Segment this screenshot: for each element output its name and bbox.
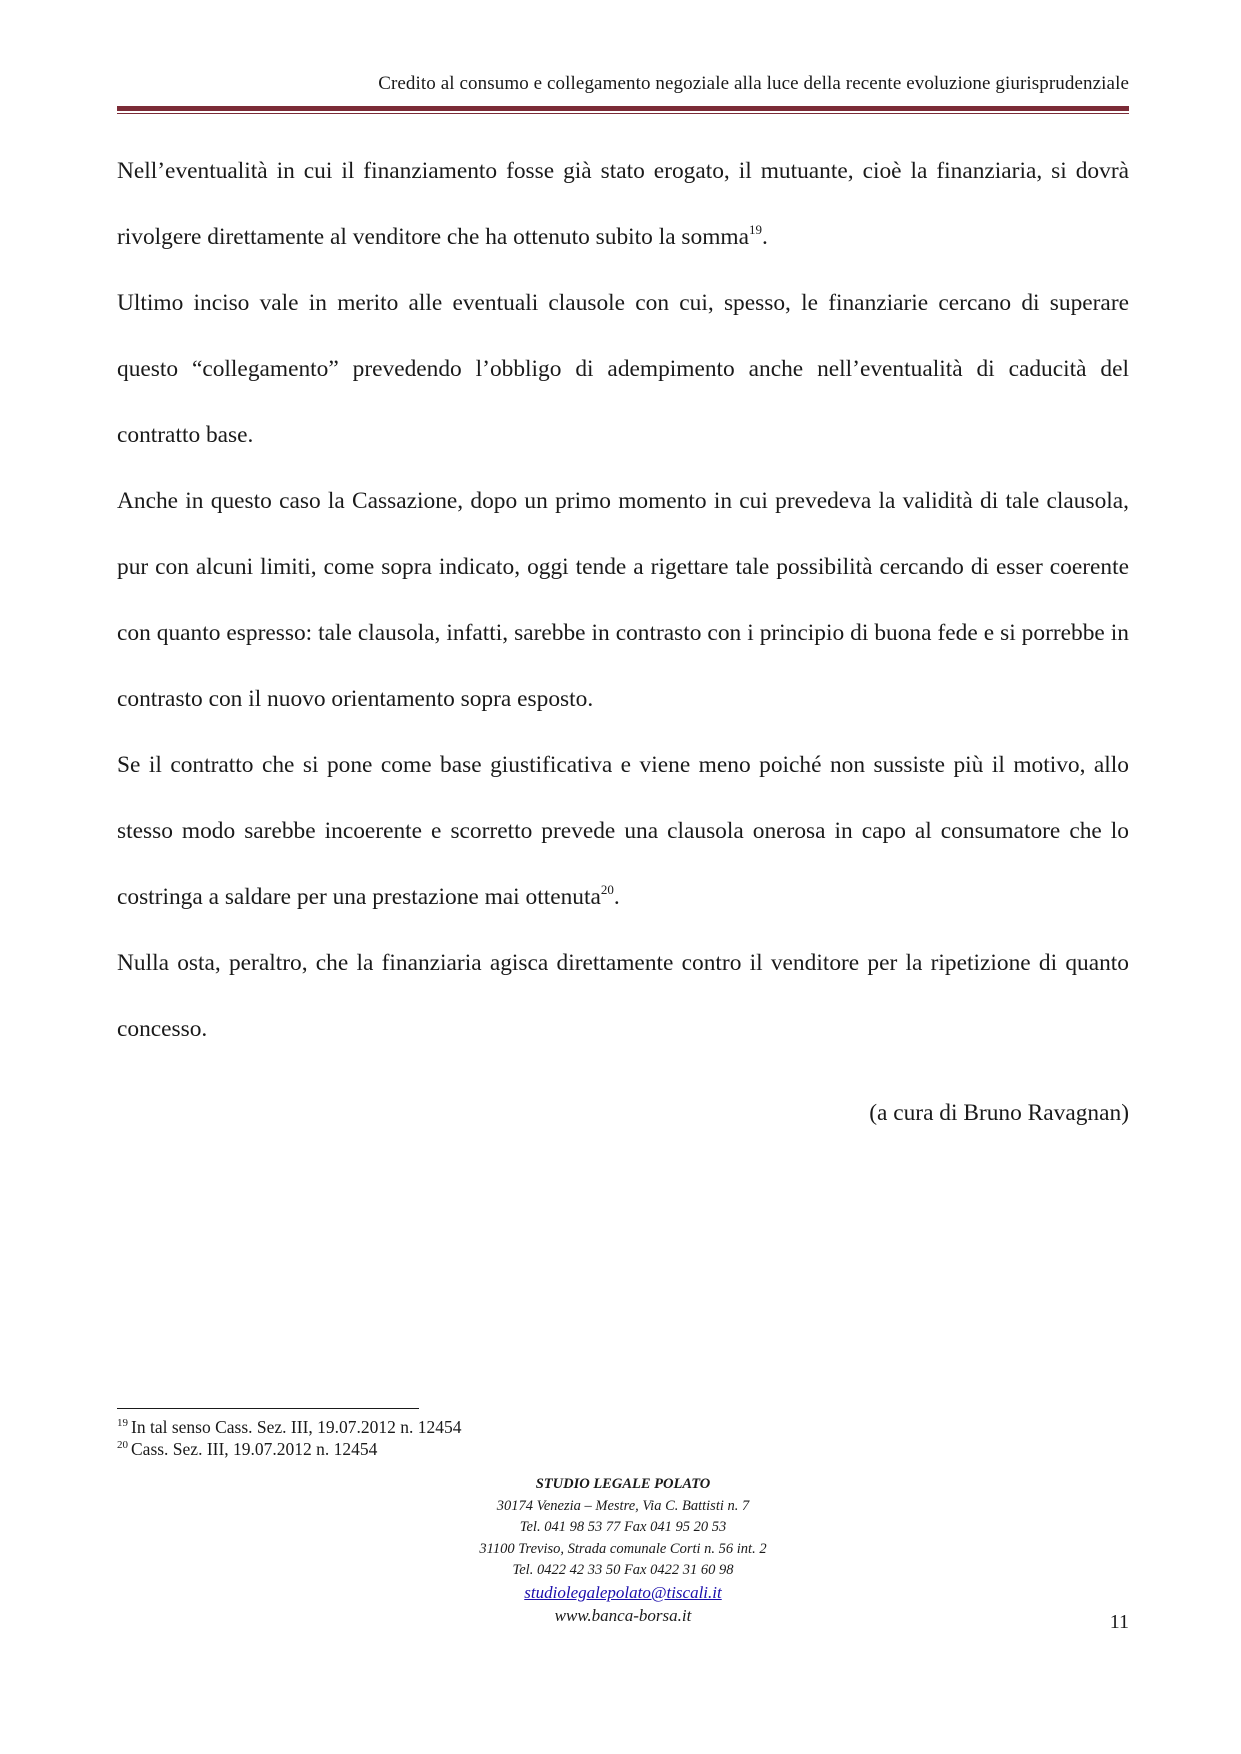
- paragraph-4-text: Se il contratto che si pone come base giustificativa e viene meno poiché non sussiste più il motivo, allo stesso modo sarebbe incoerente e scorretto prevede una clausola onerosa in capo al consumatore che lo costringa a saldare per una prestazione mai ottenuta: [117, 752, 1129, 910]
- footer-website: www.banca-borsa.it: [554, 1606, 692, 1625]
- footer-firm-name: STUDIO LEGALE POLATO: [535, 1476, 711, 1492]
- footnotes: [117, 1416, 1129, 1460]
- paragraph-1-text: Nell’eventualità in cui il finanziamento fosse già stato erogato, il mutuante, cioè la finanziaria, si dovrà rivolgere direttamente al venditore che ha ottenuto subito la somma: [117, 158, 1129, 250]
- paragraph-1-end: .: [762, 224, 768, 250]
- footer-phone-treviso: Tel. 0422 42 33 50 Fax 0422 31 60 98: [512, 1562, 734, 1578]
- footnote-20: [117, 1438, 1129, 1460]
- header-divider-thin: [117, 113, 1129, 114]
- footnote-text: Cass. Sez. III, 19.07.2012 n. 12454: [131, 1439, 378, 1459]
- paragraph-4: [117, 732, 1129, 930]
- footnote-number: 20: [117, 1439, 128, 1452]
- body-text: [117, 138, 1129, 1062]
- paragraph-1: [117, 138, 1129, 270]
- footnote-ref-20[interactable]: 20: [600, 882, 614, 898]
- author-signature: (a cura di Bruno Ravagnan): [869, 1100, 1129, 1126]
- paragraph-4-end: .: [613, 884, 620, 910]
- footnote-text: In tal senso Cass. Sez. III, 19.07.2012 n. 12454: [131, 1417, 462, 1437]
- page-number: 11: [1109, 1611, 1129, 1633]
- running-header-title: Credito al consumo e collegamento negoziale alla luce della recente evoluzione giurisprudenziale: [378, 73, 1129, 94]
- paragraph-3: Anche in questo caso la Cassazione, dopo un primo momento in cui prevedeva la validità di tale clausola, pur con alcuni limiti, come sopra indicato, oggi tende a rigettare tale possibilità cercando di esser coerente con quanto espresso: tale clausola, infatti, sarebbe in contrasto con i principio di buona fede e si porrebbe in contrasto con il nuovo orientamento sopra esposto.: [117, 488, 1129, 712]
- paragraph-2: Ultimo inciso vale in merito alle eventuali clausole con cui, spesso, le finanziarie cercano di superare questo “collegamento” prevedendo l’obbligo di adempimento anche nell’eventualità di caducità del contratto base.: [117, 290, 1129, 448]
- footer-address-venezia: 30174 Venezia – Mestre, Via C. Battisti n. 7: [496, 1497, 750, 1514]
- header-divider-thick: [117, 106, 1129, 111]
- paragraph-5: Nulla osta, peraltro, che la finanziaria agisca direttamente contro il venditore per la ripetizione di quanto concesso.: [117, 950, 1129, 1042]
- footnote-19: [117, 1416, 1129, 1438]
- footnote-ref-19[interactable]: 19: [749, 222, 762, 238]
- footer-contact-block: [117, 1474, 1129, 1627]
- footnote-separator: [117, 1408, 419, 1409]
- footer-phone-venezia: Tel. 041 98 53 77 Fax 041 95 20 53: [519, 1519, 727, 1535]
- footer-email-link[interactable]: studiolegalepolato@tiscali.it: [524, 1582, 722, 1602]
- footer-address-treviso: 31100 Treviso, Strada comunale Corti n. 56 int. 2: [479, 1540, 767, 1557]
- footnote-number: 19: [117, 1417, 128, 1430]
